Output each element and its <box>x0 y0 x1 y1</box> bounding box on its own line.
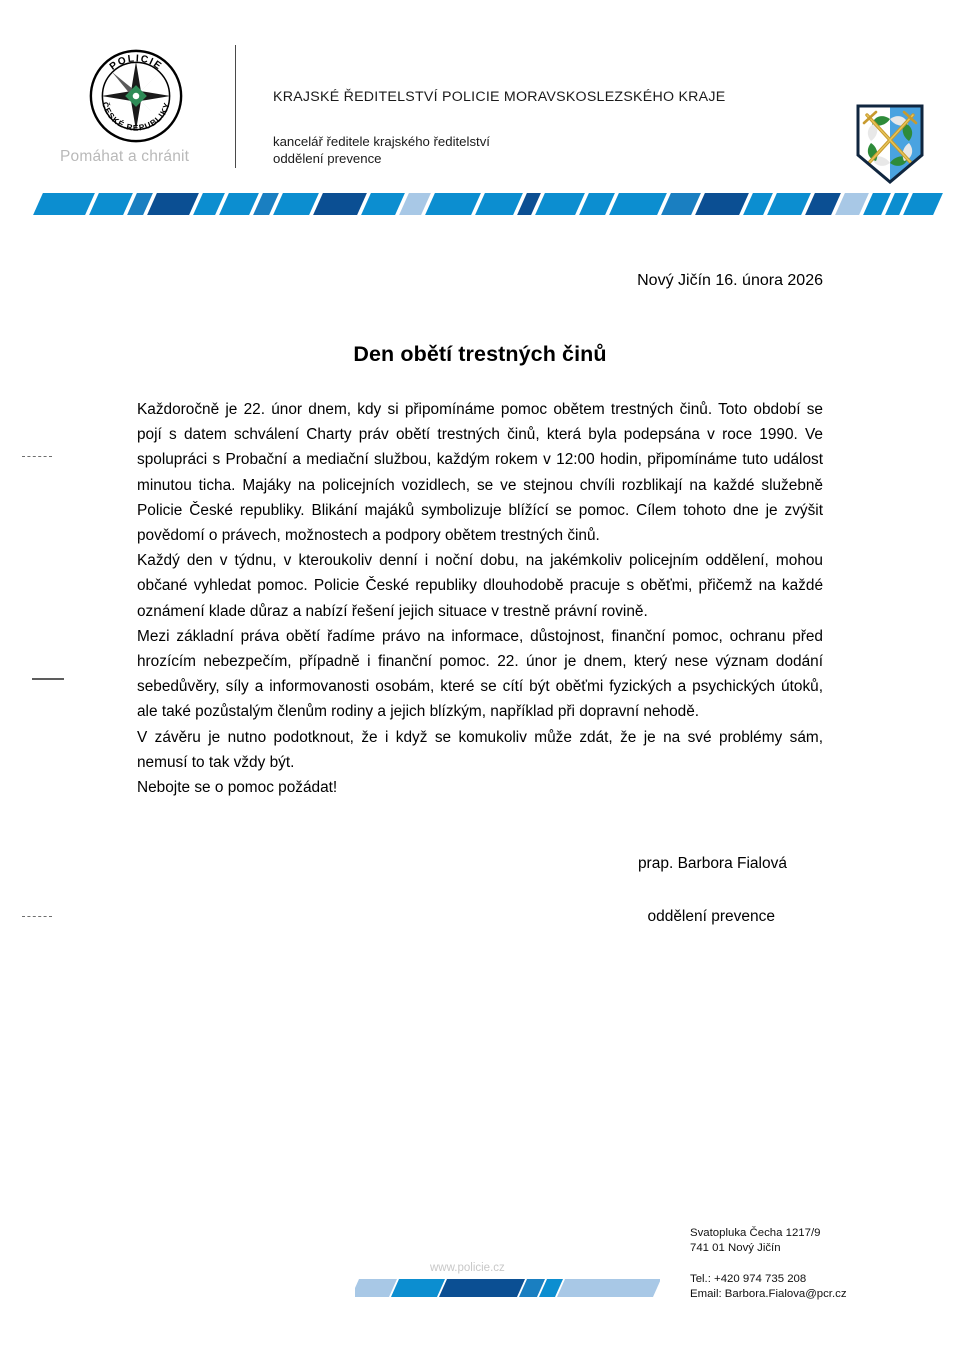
stripe-segment <box>661 193 701 215</box>
police-motto: Pomáhat a chránit <box>60 148 190 165</box>
document-paragraph: V závěru je nutno podotknout, že i když se komukoliv může zdát, že je na své problémy sám, nemusí to tak vždy být. <box>137 728 823 771</box>
stripe-segment <box>609 193 667 215</box>
footer-contact <box>690 1272 847 1302</box>
header-stripe-band <box>0 193 960 215</box>
stripe-segment <box>535 193 585 215</box>
document-paragraph: Každoročně je 22. únor dnem, kdy si připomínáme pomoc obětem trestných činů. Toto období se pojí s datem schválení Charty práv obětí trestných činů, která byla podepsána v roce 1990. Ve spolupráci s Probační a mediační službou, každým rokem v 12:00 hodin, připomínáme tuto událost minutou ticha. Majáky na policejních vozidlech, se ve stejnou chvíli rozblikají na každé služebně Policie České republiky. Blikání majáků symbolizuje blížící se pomoc. Cílem tohoto dne je zvýšit povědomí o právech, možnostech a podpory obětem trestných činů. <box>137 401 823 545</box>
footer-stripe-segment <box>355 1279 397 1297</box>
footer-phone: Tel.: +420 974 735 208 <box>690 1273 807 1285</box>
stripe-segment <box>219 193 259 215</box>
footer-website-url: www.policie.cz <box>430 1262 505 1274</box>
page-title: Den obětí trestných činů <box>353 342 607 367</box>
stripe-segment <box>695 193 749 215</box>
stripe-segment <box>767 193 811 215</box>
footer-address-street: Svatopluka Čecha 1217/9 <box>690 1227 821 1239</box>
margin-mark <box>22 456 52 457</box>
footer-stripe-segment <box>439 1279 525 1297</box>
margin-mark <box>22 916 52 917</box>
signature-name: prap. Barbora Fialová <box>637 855 787 872</box>
header-vertical-divider <box>235 45 236 168</box>
dateline: Nový Jičín 16. února 2026 <box>637 272 823 289</box>
organization-title: KRAJSKÉ ŘEDITELSTVÍ POLICIE MORAVSKOSLEZSKÉHO KRAJE <box>273 89 726 105</box>
regional-coat-of-arms-icon <box>855 103 925 185</box>
stripe-segment <box>425 193 481 215</box>
footer-stripe-segment <box>391 1279 445 1297</box>
footer-email: Email: Barbora.Fialova@pcr.cz <box>690 1288 847 1301</box>
organization-subtitle-line1: kancelář ředitele krajského ředitelství <box>273 134 490 149</box>
document-paragraph: Nebojte se o pomoc požádat! <box>137 779 338 797</box>
stripe-segment <box>89 193 133 215</box>
stripe-segment <box>903 193 943 215</box>
stripe-segment <box>33 193 95 215</box>
document-body <box>137 397 823 800</box>
signature-role: oddělení prevence <box>647 908 775 925</box>
footer-address-city: 741 01 Nový Jičín <box>690 1242 781 1255</box>
police-emblem-icon <box>88 48 184 144</box>
stripe-segment <box>361 193 405 215</box>
organization-subtitle <box>273 133 490 167</box>
footer-stripe-band <box>355 1279 660 1297</box>
letterhead-header <box>0 0 960 190</box>
margin-mark <box>32 678 64 680</box>
footer-stripe-segment <box>557 1279 660 1297</box>
document-paragraph: Každý den v týdnu, v kteroukoliv denní i noční dobu, na jakémkoliv policejním oddělení, mohou občané vyhledat pomoc. Policie České republiky dlouhodobě pracuje s oběťmi, přičemž na každé oznámení klade důraz a nabízí řešení jejich situace v trestně právní rovině. <box>137 552 823 620</box>
stripe-segment <box>313 193 367 215</box>
footer-address <box>690 1226 820 1256</box>
svg-text:ČESKÉ REPUBLIKY: ČESKÉ REPUBLIKY <box>100 100 172 133</box>
svg-text:POLICIE: POLICIE <box>107 53 165 73</box>
stripe-segment <box>147 193 199 215</box>
stripe-segment <box>475 193 523 215</box>
organization-subtitle-line2: oddělení prevence <box>273 151 382 166</box>
document-paragraph: Mezi základní práva obětí řadíme právo na informace, důstojnost, finanční pomoc, ochranu před hrozícím nebezpečím, případně i finanční pomoc. 22. únor je dnem, který nese význam dodání sebedůvěry, síly a informovanosti osobám, které se cítí být oběťmi fyzických a psychických útoků, ale také pozůstalým členům rodiny a jejich blízkým, například při dopravní nehodě. <box>137 627 823 721</box>
stripe-segment <box>273 193 319 215</box>
